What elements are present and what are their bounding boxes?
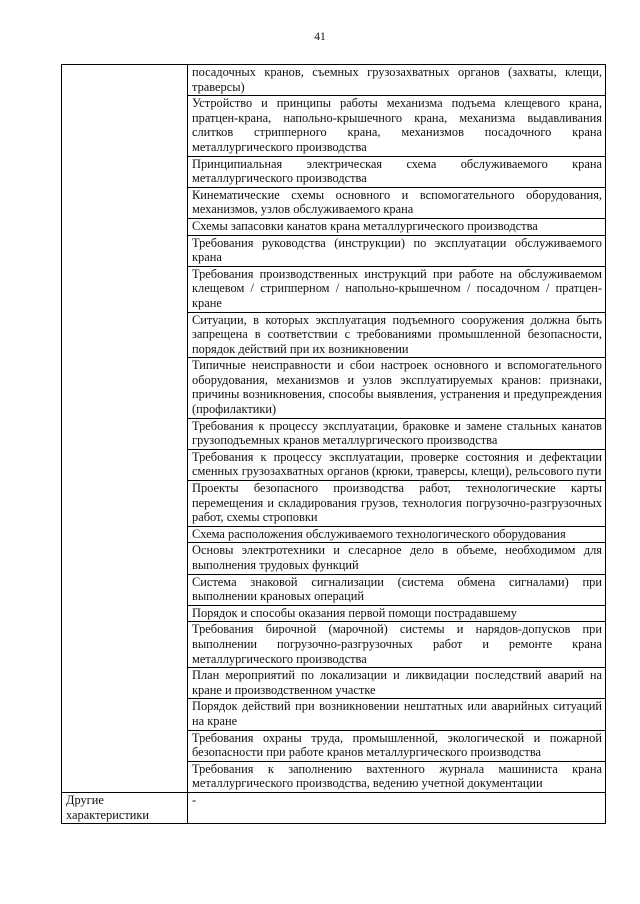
table-cell	[188, 266, 606, 312]
table-cell	[188, 358, 606, 418]
knowledge-item: Порядок и способы оказания первой помощи пострадавшему	[192, 605, 517, 620]
table-cell	[188, 187, 606, 218]
table-cell	[188, 574, 606, 605]
table-cell	[188, 481, 606, 527]
table-cell	[188, 449, 606, 480]
knowledge-item: Требования к процессу эксплуатации, проверке состояния и дефектации сменных грузозахватных органов (крюки, траверсы, клещи), рельсового пути	[192, 449, 602, 479]
other-characteristics-label: Другие характеристики	[66, 792, 150, 822]
page-number: 41	[314, 31, 326, 43]
table-cell	[188, 156, 606, 187]
knowledge-item: Требования к заполнению вахтенного журнала машиниста крана металлургического производства, ведению учетной документации	[192, 761, 602, 791]
knowledge-item: Требования охраны труда, промышленной, экологической и пожарной безопасности при работе кранов металлургического производства	[192, 730, 602, 760]
knowledge-item: Требования руководства (инструкции) по эксплуатации обслуживаемого крана	[192, 235, 602, 265]
knowledge-item: Порядок действий при возникновении нештатных или аварийных ситуаций на кране	[192, 699, 602, 728]
knowledge-item: Требования к процессу эксплуатации, браковке и замене стальных канатов грузоподъемных кранов металлургического производства	[192, 418, 602, 448]
knowledge-item: Принципиальная электрическая схема обслуживаемого крана металлургического производства	[192, 156, 602, 186]
knowledge-item: Основы электротехники и слесарное дело в объеме, необходимом для выполнения трудовых функций	[192, 543, 602, 572]
table-cell	[188, 543, 606, 574]
table-cell	[188, 730, 606, 761]
knowledge-item: Типичные неисправности и сбои настроек основного и вспомогательного оборудования, механизмов и узлов эксплуатируемых кранов: признаки, причины возникновения, способы выявления, устранения и предупреждения (профилактики)	[192, 358, 602, 417]
table-cell	[188, 235, 606, 266]
knowledge-item: Схемы запасовки канатов крана металлургического производства	[192, 218, 538, 233]
table-cell	[188, 526, 606, 543]
table-cell	[188, 96, 606, 156]
table-cell	[188, 218, 606, 235]
other-characteristics-value: -	[192, 792, 197, 807]
table-cell	[188, 312, 606, 358]
other-characteristics-label-cell	[62, 792, 188, 823]
knowledge-item: посадочных кранов, съемных грузозахватных органов (захваты, клещи, траверсы)	[192, 65, 602, 94]
other-characteristics-value-cell	[188, 792, 606, 823]
table-cell	[188, 418, 606, 449]
knowledge-item: Требования бирочной (марочной) системы и нарядов-допусков при выполнении погрузочно-разгрузочных работ и ремонте крана металлургического производства	[192, 622, 602, 666]
knowledge-item: Ситуации, в которых эксплуатация подъемного сооружения должна быть запрещена в соответствии с требованиями промышленной безопасности, порядок действий при их возникновении	[192, 312, 602, 356]
knowledge-item: План мероприятий по локализации и ликвидации последствий аварий на кране и производственном участке	[192, 668, 602, 697]
knowledge-item: Проекты безопасного производства работ, технологические карты перемещения и складирования грузов, технология погрузочно-разгрузочных работ, схемы строповки	[192, 481, 602, 525]
table-cell	[188, 65, 606, 96]
knowledge-item: Требования производственных инструкций при работе на обслуживаемом клещевом / стрипперном / напольно-крышечном / посадочном / пратцен-кране	[192, 266, 602, 310]
knowledge-item: Кинематические схемы основного и вспомогательного оборудования, механизмов, узлов обслуживаемого крана	[192, 187, 602, 217]
knowledge-item: Устройство и принципы работы механизма подъема клещевого крана, пратцен-крана, напольно-крышечного крана, механизма выдавливания слитков стрипперного крана, механизмов посадочного крана металлургического производства	[192, 96, 602, 154]
table-cell	[188, 761, 606, 792]
table-cell	[188, 668, 606, 699]
knowledge-item: Система знаковой сигнализации (система обмена сигналами) при выполнении крановых операций	[192, 574, 602, 604]
table-cell	[188, 605, 606, 622]
table-cell	[188, 699, 606, 730]
table-cell	[188, 622, 606, 668]
table-body	[62, 65, 606, 824]
table-row	[62, 792, 606, 823]
table-row	[62, 65, 606, 96]
knowledge-label-cell	[62, 65, 188, 793]
knowledge-item: Схема расположения обслуживаемого технологического оборудования	[192, 526, 566, 541]
required-knowledge-table	[61, 64, 606, 824]
